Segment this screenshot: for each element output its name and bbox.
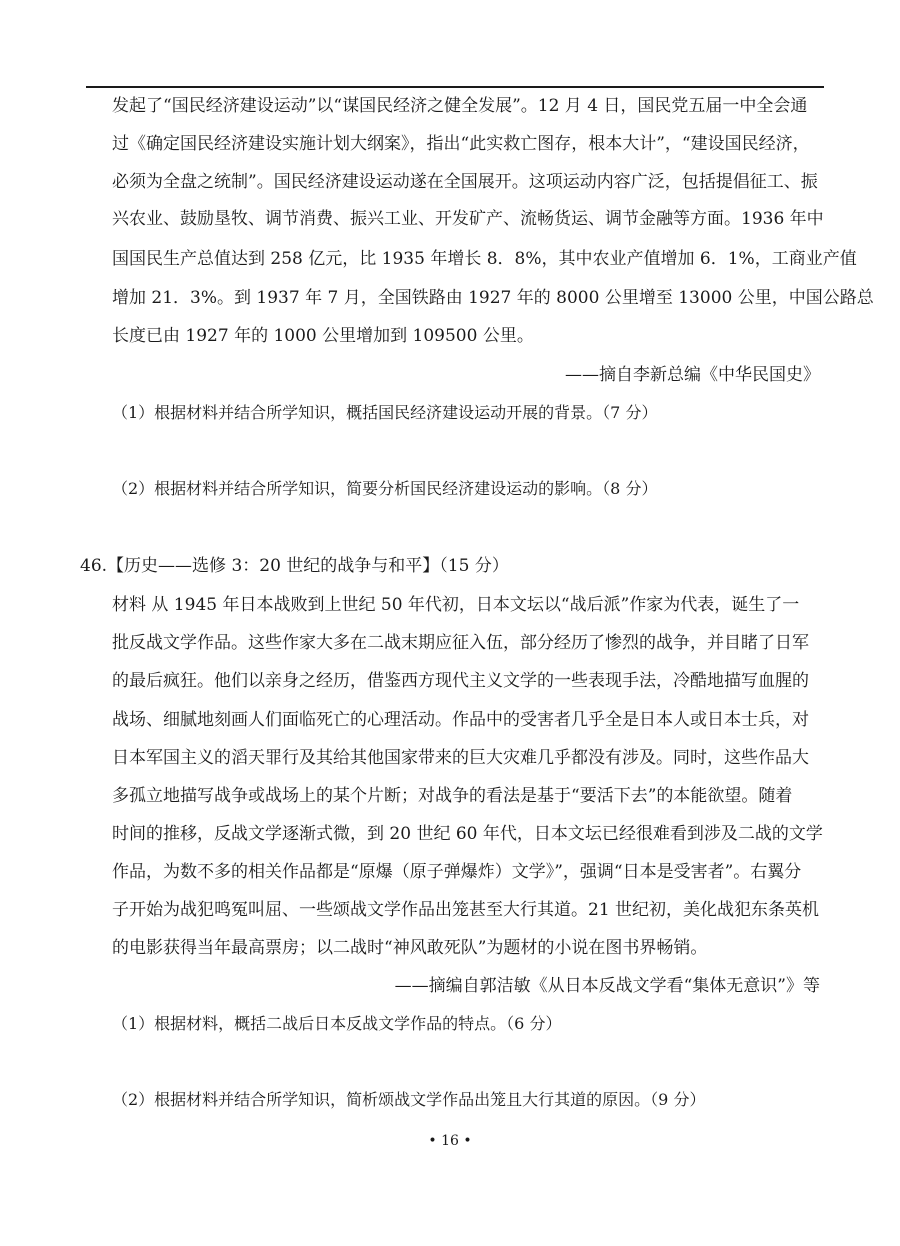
paragraph-line: 材料 从 1945 年日本战败到上世纪 50 年代初，日本文坛以“战后派”作家为代表，诞生了一 [112, 595, 800, 615]
paragraph-line: 国国民生产总值达到 258 亿元，比 1935 年增长 8．8%，其中农业产值增加 6．1%，工商业产值 [112, 249, 857, 269]
question-1: （1）根据材料并结合所学知识，概括国民经济建设运动开展的背景。（7 分） [112, 403, 658, 422]
source-citation: ——摘编自郭洁敏《从日本反战文学看“集体无意识”》等 [394, 976, 820, 996]
paragraph-line: 必须为全盘之统制”。国民经济建设运动遂在全国展开。这项运动内容广泛，包括提倡征工、振 [112, 172, 818, 192]
paragraph-line: 兴农业、鼓励垦牧、调节消费、振兴工业、开发矿产、流畅货运、调节金融等方面。1936 年中 [112, 209, 824, 229]
paragraph-line: 过《确定国民经济建设实施计划大纲案》，指出“此实救亡图存，根本大计”，“建设国民经济， [112, 134, 810, 154]
paragraph-line: 的电影获得当年最高票房；以二战时“神风敢死队”为题材的小说在图书界畅销。 [112, 938, 708, 958]
paragraph-line: 日本军国主义的滔天罪行及其给其他国家带来的巨大灾难几乎都没有涉及。同时，这些作品大 [112, 748, 809, 768]
paragraph-line: 的最后疯狂。他们以亲身之经历，借鉴西方现代主义文学的一些表现手法，冷酷地描写血腥的 [112, 671, 809, 691]
paragraph-line: 子开始为战犯鸣冤叫屈、一些颂战文学作品出笼甚至大行其道。21 世纪初，美化战犯东条英机 [112, 900, 820, 920]
paragraph-line: 时间的推移，反战文学逐渐式微，到 20 世纪 60 年代，日本文坛已经很难看到涉及二战的文学 [112, 824, 823, 844]
question-1: （1）根据材料，概括二战后日本反战文学作品的特点。（6 分） [112, 1014, 562, 1033]
page-number: • 16 • [428, 1133, 472, 1149]
paragraph-line: 战场、细腻地刻画人们面临死亡的心理活动。作品中的受害者几乎全是日本人或日本士兵，对 [112, 710, 809, 730]
source-citation: ——摘自李新总编《中华民国史》 [565, 365, 820, 385]
paragraph-line: 发起了“国民经济建设运动”以“谋国民经济之健全发展”。12 月 4 日，国民党五届一中全会通 [112, 96, 808, 116]
paragraph-line: 增加 21．3%。到 1937 年 7 月，全国铁路由 1927 年的 8000 公里增至 13000 公里，中国公路总 [112, 288, 874, 308]
paragraph-line: 作品，为数不多的相关作品都是“原爆（原子弹爆炸）文学》”，强调“日本是受害者”。右翼分 [112, 862, 802, 882]
paragraph-line: 批反战文学作品。这些作家大多在二战末期应征入伍，部分经历了惨烈的战争，并目睹了日军 [112, 633, 809, 653]
paragraph-line: 长度已由 1927 年的 1000 公里增加到 109500 公里。 [112, 326, 534, 346]
header-rule [86, 86, 824, 88]
question-2: （2）根据材料并结合所学知识，简要分析国民经济建设运动的影响。（8 分） [112, 479, 658, 498]
question-2: （2）根据材料并结合所学知识，简析颂战文学作品出笼且大行其道的原因。（9 分） [112, 1090, 706, 1109]
question-heading: 46.【历史——选修 3：20 世纪的战争与和平】（15 分） [80, 556, 509, 576]
paragraph-line: 多孤立地描写战争或战场上的某个片断；对战争的看法是基于“要活下去”的本能欲望。随着 [112, 786, 793, 806]
